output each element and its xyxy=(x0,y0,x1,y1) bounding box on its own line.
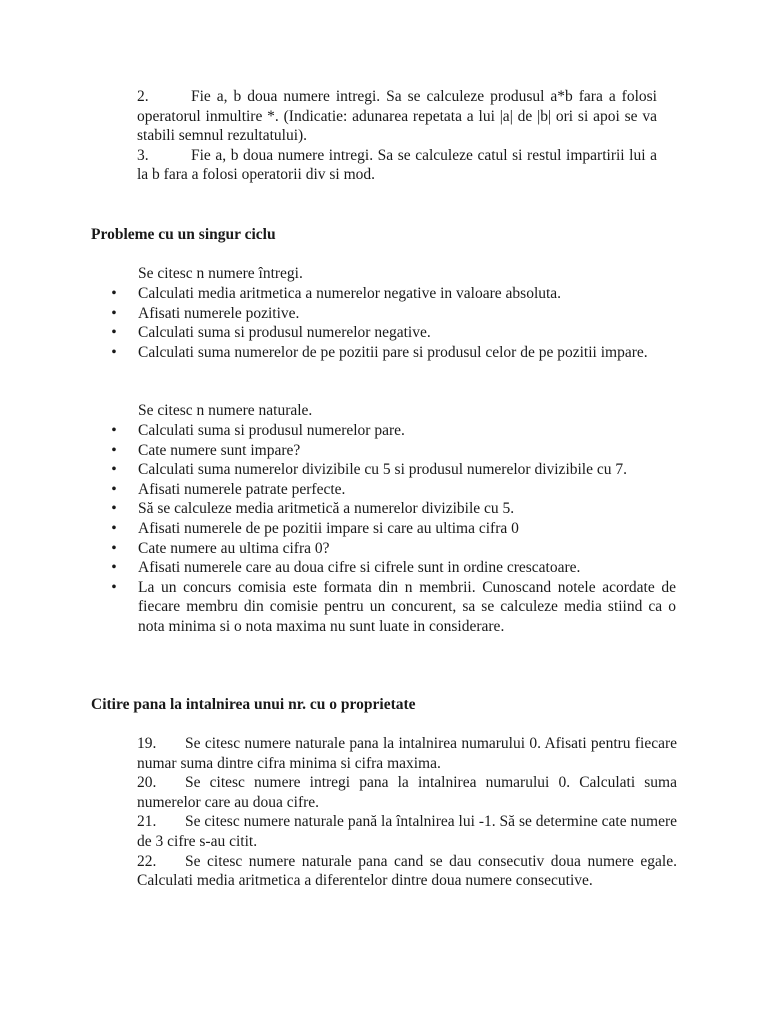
list-item xyxy=(137,734,677,773)
list-item xyxy=(137,852,677,891)
list-item xyxy=(90,519,676,539)
item-text: Cate numere au ultima cifra 0? xyxy=(138,539,330,557)
section-title: Citire pana la intalnirea unui nr. cu o proprietate xyxy=(91,696,416,713)
group-intro xyxy=(138,401,312,421)
item-text: Se citesc numere naturale pana la intalnirea numarului 0. Afisati pentru fiecare numar suma dintre cifra minima si cifra maxima. xyxy=(137,735,677,772)
bullet-icon: • xyxy=(111,324,117,342)
list-item xyxy=(90,343,676,363)
list-item xyxy=(137,773,677,812)
list-item xyxy=(90,499,676,519)
bullet-icon: • xyxy=(111,304,117,322)
intro-text: Se citesc n numere naturale. xyxy=(138,402,313,419)
item-text: Afisati numerele de pe pozitii impare si care au ultima cifra 0 xyxy=(138,519,519,537)
item-text: Cate numere sunt impare? xyxy=(138,441,301,459)
bullet-list xyxy=(90,284,676,362)
bullet-icon: • xyxy=(111,422,117,439)
list-item xyxy=(90,421,676,441)
item-text: Calculati suma si produsul numerelor negative. xyxy=(138,324,431,342)
bullet-list xyxy=(90,421,676,637)
item-text: Afisati numerele patrate perfecte. xyxy=(138,480,346,498)
list-item xyxy=(90,304,676,324)
group-intro xyxy=(138,264,303,284)
item-number: 2. xyxy=(137,88,149,105)
item-text: Se citesc numere intregi pana la intalnirea numarului 0. Calculati suma numerelor care au doua cifre. xyxy=(137,774,677,811)
item-text: Calculati suma si produsul numerelor pare. xyxy=(138,422,405,439)
bullet-icon: • xyxy=(111,441,117,459)
item-text: Afisati numerele care au doua cifre si cifrele sunt in ordine crescatoare. xyxy=(138,559,581,577)
item-text: Să se calculeze media aritmetică a numerelor divizibile cu 5. xyxy=(138,500,515,518)
section-title: Probleme cu un singur ciclu xyxy=(91,226,276,243)
item-text: Fie a, b doua numere intregi. Sa se calculeze produsul a*b fara a folosi operatorul inmultire *. (Indicatie: adunarea repetata a lui |a| de |b| ori si apoi se va stabili semnul rezultatului). xyxy=(137,88,657,145)
bullet-icon: • xyxy=(111,461,117,479)
item-number: 20. xyxy=(137,774,157,792)
list-item xyxy=(137,812,677,851)
list-item xyxy=(137,87,657,146)
list-item xyxy=(90,441,676,461)
list-item xyxy=(90,284,676,304)
item-text: La un concurs comisia este formata din n membrii. Cunoscand notele acordate de fiecare membru din comisie pentru un concurent, sa se calculeze media stiind ca o nota minima si o nota maxima nu sunt luate in considerare. xyxy=(138,578,676,635)
numbered-list-bottom xyxy=(137,734,677,891)
item-text: Se citesc numere naturale pana cand se dau consecutiv doua numere egale. Calculati media aritmetica a diferentelor dintre doua numere consecutive. xyxy=(137,852,677,890)
bullet-icon: • xyxy=(111,500,117,518)
bullet-icon: • xyxy=(111,578,117,596)
list-item xyxy=(90,323,676,343)
bullet-icon: • xyxy=(111,519,117,537)
item-text: Calculati media aritmetica a numerelor negative in valoare absoluta. xyxy=(138,285,562,302)
item-number: 21. xyxy=(137,813,157,831)
list-item xyxy=(137,146,657,185)
bullet-icon: • xyxy=(111,285,117,302)
item-text: Fie a, b doua numere intregi. Sa se calculeze catul si restul impartirii lui a la b fara a folosi operatorii div si mod. xyxy=(137,146,657,184)
item-number: 3. xyxy=(137,146,149,164)
list-item xyxy=(90,460,676,480)
item-number: 22. xyxy=(137,852,157,870)
bullet-icon: • xyxy=(111,480,117,498)
bullet-icon: • xyxy=(111,559,117,577)
list-item xyxy=(90,539,676,559)
item-text: Se citesc numere naturale pană la întalnirea lui -1. Să se determine cate numere de 3 cifre s-au citit. xyxy=(137,813,677,850)
intro-text: Se citesc n numere întregi. xyxy=(138,265,303,282)
numbered-list-top xyxy=(137,87,657,185)
item-text: Afisati numerele pozitive. xyxy=(138,304,300,322)
list-item xyxy=(90,558,676,578)
bullet-icon: • xyxy=(111,539,117,557)
item-text: Calculati suma numerelor divizibile cu 5 si produsul numerelor divizibile cu 7. xyxy=(138,461,627,479)
bullet-icon: • xyxy=(111,343,117,361)
list-item xyxy=(90,578,676,637)
item-number: 19. xyxy=(137,735,157,752)
list-item xyxy=(90,480,676,500)
item-text: Calculati suma numerelor de pe pozitii pare si produsul celor de pe pozitii impare. xyxy=(138,343,648,361)
